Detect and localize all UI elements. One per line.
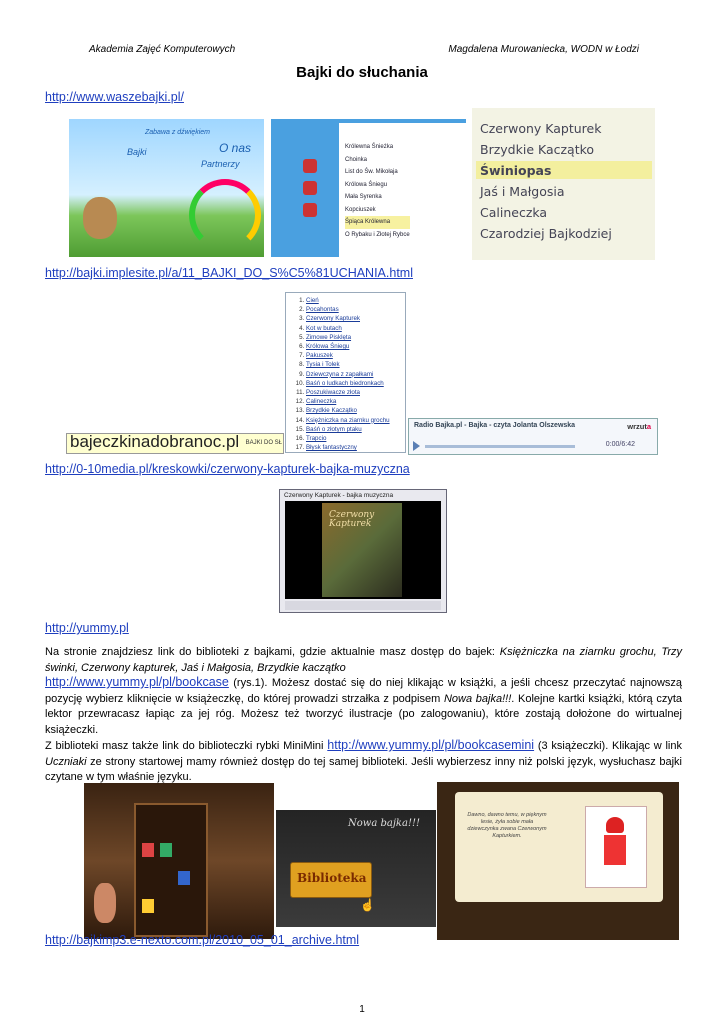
banner-logo: bajeczkinadobranoc.pl [70, 433, 240, 451]
story-list [345, 141, 410, 241]
header-right: Magdalena Murowaniecka, WODN w Łodzi [448, 44, 639, 55]
list-item[interactable]: 14. Księżniczka na ziarnku grochu [306, 416, 405, 425]
rainbow-icon [189, 179, 261, 251]
implesite-list-screenshot [285, 292, 406, 453]
list-item[interactable]: Jaś i Małgosia [480, 184, 565, 199]
bajeczkinadobranoc-banner [66, 433, 284, 454]
teddy-bear-icon [83, 197, 117, 239]
list-item[interactable]: 17. Błysk fantastyczny [306, 443, 405, 452]
yummy-bookcase-screenshot [84, 783, 274, 939]
waszebajki-list-screenshot [271, 119, 466, 257]
logo-text: Partnerzy [201, 159, 240, 169]
list-item[interactable]: 1. Cień [306, 296, 405, 305]
list-item[interactable]: 4. Kot w butach [306, 324, 405, 333]
link-waszebajki[interactable]: http://www.waszebajki.pl/ [45, 90, 184, 104]
list-item[interactable]: 5. Zimowe Pisklęta [306, 333, 405, 342]
list-item[interactable]: 10. Baśń o ludkach biedronkach [306, 379, 405, 388]
play-icon[interactable] [413, 441, 420, 451]
link-bajkimp3[interactable]: http://bajkimp3.e-nexto.com.pl/2010_05_01_archive.html [45, 933, 360, 947]
link-bookcasemini[interactable]: http://www.yummy.pl/pl/bookcasemini [327, 738, 535, 752]
book-icon[interactable] [142, 899, 154, 913]
open-book[interactable] [455, 792, 663, 902]
banner-sub: BAJKI DO SŁ [245, 440, 282, 446]
page-number: 1 [359, 1004, 365, 1015]
character-icon [94, 883, 116, 923]
book-icon[interactable] [160, 843, 172, 857]
wrzuta-logo: wrzuta [627, 422, 651, 431]
list-item[interactable]: 3. Czerwony Kapturek [306, 314, 405, 323]
list-item[interactable]: Calineczka [480, 205, 548, 220]
red-hood-body-icon [604, 835, 626, 865]
book-icon[interactable] [142, 843, 154, 857]
header-left: Akademia Zajęć Komputerowych [89, 44, 236, 55]
video-player-screenshot [279, 489, 447, 613]
link-bookcase[interactable]: http://www.yummy.pl/pl/bookcase [45, 675, 229, 689]
list-item[interactable]: Czarodziej Bajkodziej [480, 226, 612, 241]
list-item[interactable]: Śpiąca Królewna [345, 216, 410, 229]
paragraph-1: Na stronie znajdziesz link do biblioteki z bajkami, gdzie aktualnie masz dostęp do bajek: Księżniczka na ziarnku grochu, Trzy świnki, Czerwony kapturek, Jaś i Małgosia, Brzydkie kaczątko [45, 646, 682, 674]
list-item[interactable]: 15. Baśń o złotym ptaku [306, 425, 405, 434]
link-implesite[interactable]: http://bajki.implesite.pl/a/11_BAJKI_DO_S%C5%81UCHANIA.html [45, 266, 413, 280]
nowa-bajka-label: Nowa bajka!!! [348, 818, 421, 829]
red-hood-icon [606, 817, 624, 833]
play-icon[interactable] [303, 159, 317, 173]
page-title: Bajki do słuchania [296, 64, 428, 81]
stop-icon[interactable] [303, 181, 317, 195]
bookshelf [134, 803, 208, 937]
list-item[interactable]: Brzydkie Kaczątko [480, 142, 595, 157]
list-item[interactable]: 11. Poszukiwacze złota [306, 388, 405, 397]
list-item[interactable]: 12. Calineczka [306, 397, 405, 406]
video-controls[interactable] [285, 601, 441, 610]
link-0-10media[interactable]: http://0-10media.pl/kreskowki/czerwony-kapturek-bajka-muzyczna [45, 462, 410, 476]
logo-text: Bajki [127, 147, 147, 157]
list-item[interactable]: Choinka [345, 156, 368, 163]
list-item[interactable]: Świniopas [480, 163, 552, 178]
paragraph-3: Z biblioteki masz także link do biblioteczki rybki MiniMini http://www.yummy.pl/pl/bookcasemini (3 książeczki). Klikając w link Uczniaki ze strony startowej mamy również dostęp do tej samej biblioteki. Jeśli wybierzesz inny niż polski język, wysłuchasz bajki czytane w tym właśnie języku. [45, 738, 682, 783]
logo-text: O nas [219, 141, 252, 155]
illustration-image [585, 806, 647, 888]
list-item[interactable]: Królowa Śniegu [345, 181, 388, 188]
list-item[interactable]: 9. Dziewczyna z zapałkami [306, 370, 405, 379]
progress-bar[interactable] [425, 445, 575, 448]
list-item[interactable]: Czerwony Kapturek [480, 121, 602, 136]
book-page-text: Dawno, dawno temu, w pięknym lesie, żyła sobie mała dziewczynka zwana Czerwonym Kapturkiem. [467, 812, 547, 839]
player-title: Radio Bajka.pl - Bajka - czyta Jolanta Olszewska [414, 422, 576, 429]
radio-player-screenshot [408, 418, 658, 455]
list-item[interactable]: 16. Trapcio [306, 434, 405, 443]
nowa-bajka-screenshot [276, 810, 436, 927]
open-book-screenshot [437, 782, 679, 940]
book-cover-title: Czerwony Kapturek [329, 510, 375, 529]
cursor-icon: ☝ [360, 898, 375, 912]
video-title: Czerwony Kapturek - bajka muzyczna [284, 492, 394, 499]
list-item[interactable]: Mała Syrenka [345, 194, 382, 200]
list-item[interactable]: 8. Tysia i Tolek [306, 360, 405, 369]
paragraph-2: http://www.yummy.pl/pl/bookcase (rys.1). Możesz dostać się do niej klikając w książki, a jeśli chcesz przeczytać najnowszą pozycję wybierz kliknięcie w książeczkę, do której prowadzi strzałka z podpisem Nowa bajka!!!. Kolejne kartki książki, którą czyta lektor przewracasz łapiąc za jej róg. Możesz też tworzyć ilustracje (po zalogowaniu), które zostają dołożone do wirtualnej książeczki. [45, 675, 682, 736]
list-item[interactable]: 6. Królowa Śniegu [306, 342, 405, 351]
list-item[interactable]: 7. Pakuszek [306, 351, 405, 360]
book-icon[interactable] [178, 871, 190, 885]
video-screen[interactable] [285, 501, 441, 599]
logo-text: Zabawa z dźwiękiem [145, 129, 210, 136]
waszebajki-zoom-screenshot [472, 108, 655, 260]
list-item[interactable]: List do Św. Mikołaja [345, 169, 398, 175]
list-item[interactable]: Królewna Śnieżka [345, 144, 394, 150]
pause-icon[interactable] [303, 203, 317, 217]
waszebajki-home-screenshot [69, 119, 264, 257]
biblioteka-button[interactable]: Biblioteka [290, 862, 372, 898]
player-time: 0:00/6:42 [605, 441, 635, 448]
list-item[interactable]: 13. Brzydkie Kaczątko [306, 406, 405, 415]
list-item[interactable]: 2. Pocahontas [306, 305, 405, 314]
list-item[interactable]: Kopciuszek [345, 206, 376, 213]
list-item[interactable]: O Rybaku i Złotej Rybce [345, 231, 410, 238]
link-yummy[interactable]: http://yummy.pl [45, 621, 129, 635]
